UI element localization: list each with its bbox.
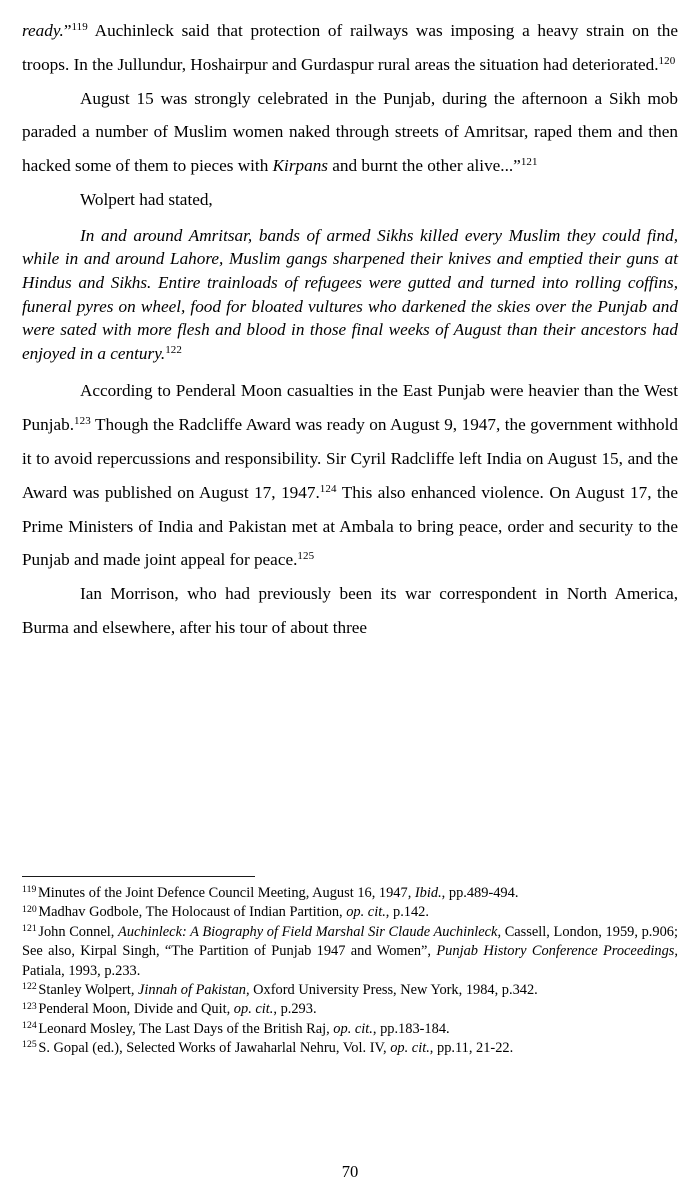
footnote-italic-text: Ibid. [414, 885, 442, 901]
paragraph-text-3: This also enhanced violence. On August 17, the Prime Ministers of India and Pakistan met at Ambala to bring peace, order and security to the Punjab and made joint appeal for peace. [22, 482, 678, 570]
footnote-ref-122: 122 [165, 343, 182, 356]
footnote-italic-text: op. cit. [333, 1020, 373, 1037]
paragraph-text-2: Though the Radcliffe Award was ready on August 9, 1947, the government withhold it to avoid repercussions and responsibility. Sir Cyril Radcliffe left India on August 15, and the Award was published on August 17, 1947. [22, 415, 678, 502]
italic-word-ready: ready. [22, 21, 64, 40]
paragraph-august-15 [22, 82, 678, 183]
body-text-block [22, 0, 678, 645]
paragraph-text: Ian Morrison, who had previously been its war correspondent in North America, Burma and elsewhere, after his tour of about three [22, 584, 678, 637]
paragraph-ready-auchinleck [22, 14, 678, 82]
page-number: 70 [341, 1162, 359, 1181]
footnote-italic-text: Jinnah of Pakistan [138, 982, 246, 999]
page-body-column [22, 0, 678, 645]
footnote-text: Leonard Mosley, The Last Days of the British Raj, [38, 1020, 334, 1037]
paragraph-penderal-moon [22, 374, 678, 577]
footnote-number-119: 119 [22, 884, 37, 896]
paragraph-ian-morrison [22, 577, 678, 645]
footnote-125 [22, 1039, 678, 1058]
footnote-number-125: 125 [22, 1039, 37, 1051]
paragraph-text: According to Penderal Moon casualties in the East Punjab were heavier than the West Punjab. [22, 381, 678, 435]
footnote-text: Stanley Wolpert, [38, 982, 139, 999]
footnote-123 [22, 1000, 678, 1019]
footnote-text: , pp.183-184. [372, 1020, 450, 1037]
footnote-124 [22, 1020, 678, 1039]
footnote-separator-rule [22, 876, 255, 877]
blockquote-text: In and around Amritsar, bands of armed Sikhs killed every Muslim they could find, while in and around Lahore, Muslim gangs sharpened their knives and emptied their guns at Hindus and Sikhs. Entire trainloads of refugees were gutted and turned into rolling coffins, funeral pyres on wheel, food for bloated vultures who darkened the skies over the Punjab and were sated with more flesh and blood in those final weeks of August than their ancestors had enjoyed in a century. [22, 225, 678, 363]
italic-word-kirpans: Kirpans [272, 156, 328, 176]
footnote-121 [22, 923, 678, 981]
footnote-text: Madhav Godbole, The Holocaust of Indian Partition, [38, 904, 347, 921]
footnote-number-122: 122 [22, 981, 37, 993]
footnote-text: , pp.489-494. [441, 885, 519, 901]
footnote-italic-text: op. cit. [233, 1001, 274, 1018]
footnote-number-121: 121 [22, 922, 37, 934]
paragraph-text: August 15 was strongly celebrated in the Punjab, during the afternoon a Sikh mob paraded a number of Muslim women naked through streets of Amritsar, raped them and then hacked some of them to pieces with [22, 88, 678, 176]
footnote-ref-120: 120 [658, 54, 676, 67]
footnote-italic-text: op. cit. [390, 1040, 430, 1057]
footnote-119 [22, 884, 678, 903]
footnote-ref-119: 119 [71, 20, 88, 33]
closing-quote-mark: ” [63, 21, 72, 40]
footnote-text: John Connel, [38, 923, 119, 940]
footnote-number-120: 120 [22, 903, 37, 915]
footnote-120 [22, 903, 678, 922]
paragraph-text: Wolpert had stated, [80, 189, 213, 209]
footnote-text: S. Gopal (ed.), Selected Works of Jawaharlal Nehru, Vol. IV, [38, 1040, 391, 1057]
footnote-text: , pp.11, 21-22. [429, 1040, 514, 1057]
footnote-number-123: 123 [22, 1000, 37, 1012]
footnote-text: Penderal Moon, Divide and Quit, [38, 1001, 234, 1018]
footnote-122 [22, 981, 678, 1000]
footnote-text: , Oxford University Press, New York, 1984, p.342. [245, 982, 538, 999]
footnote-ref-125: 125 [297, 550, 315, 563]
footnote-text: , p.293. [273, 1001, 317, 1018]
blockquote-wolpert [22, 224, 678, 366]
footnote-ref-121: 121 [520, 156, 538, 169]
footnote-text: Minutes of the Joint Defence Council Meeting, August 16, 1947, [37, 885, 415, 901]
footnote-ref-123: 123 [74, 415, 91, 428]
paragraph-wolpert-stated [22, 183, 678, 217]
footnote-number-124: 124 [22, 1020, 37, 1031]
blockquote-wrapper [22, 224, 678, 366]
footnote-ref-124: 124 [319, 482, 337, 495]
footnote-text: , p.142. [385, 904, 429, 921]
footnote-italic-text: Punjab History Conference Proceedings [436, 943, 675, 960]
footnote-italic-text: op. cit. [346, 904, 386, 921]
paragraph-text-tail: and burnt the other alive...” [328, 156, 521, 176]
footnote-italic-text: Auchinleck: A Biography of Field Marshal Sir Claude Auchinleck [118, 923, 498, 940]
footnote-list [22, 884, 678, 1059]
footnote-text: , Cassell, London, 1959, p.906; See also, Kirpal Singh, “The Partition of Punjab 1947 and Women”, [22, 923, 678, 960]
footnotes-section [22, 876, 678, 1059]
footnote-text: , Patiala, 1993, p.233. [22, 943, 679, 979]
paragraph-text: Auchinleck said that protection of railways was imposing a heavy strain on the troops. In the Jullundur, Hoshairpur and Gurdaspur rural areas the situation had deteriorated. [22, 21, 678, 74]
